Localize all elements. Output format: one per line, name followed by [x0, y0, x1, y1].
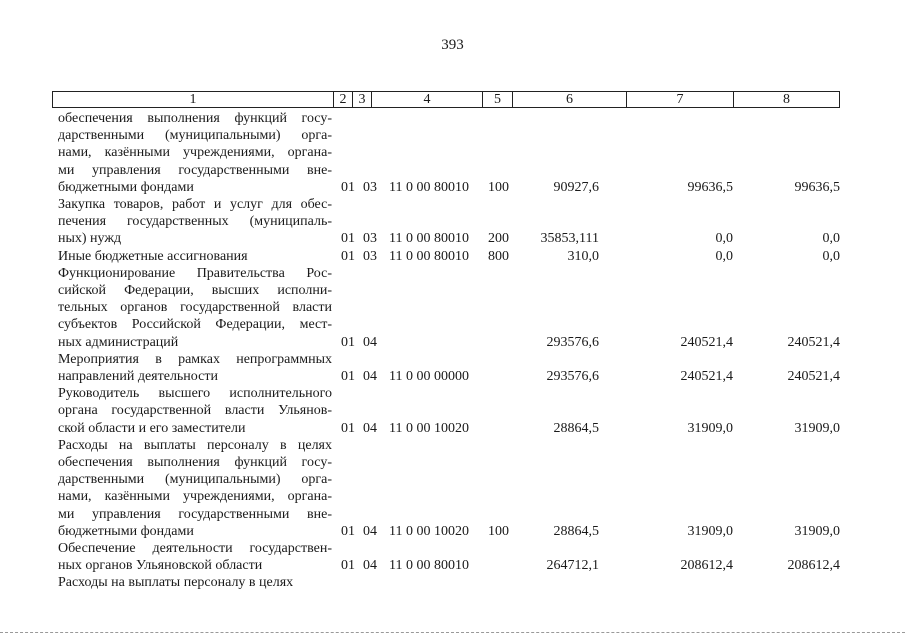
description-line: субъектов Российской Федерации, мест- [58, 317, 332, 333]
cell-col-3: 04 [363, 369, 377, 385]
cell-col-8: 99636,5 [794, 179, 840, 195]
cell-col-7: 31909,0 [687, 523, 733, 539]
cell-col-4: 11 0 00 10020 [389, 523, 469, 539]
description-line: Иные бюджетные ассигнования [58, 248, 248, 264]
cell-col-6: 28864,5 [553, 420, 599, 436]
cell-col-4: 11 0 00 80010 [389, 248, 469, 264]
cell-col-2: 01 [341, 248, 355, 264]
page-bottom-rule [0, 632, 905, 633]
row-description [58, 110, 332, 196]
table-row [0, 265, 905, 351]
cell-col-3: 04 [363, 558, 377, 574]
cell-col-3: 03 [363, 248, 377, 264]
cell-col-3: 03 [363, 231, 377, 247]
description-line: ми управления государственными вне- [58, 162, 332, 178]
row-description [58, 265, 332, 351]
cell-col-7: 99636,5 [687, 179, 733, 195]
cell-col-6: 264712,1 [546, 558, 599, 574]
description-line: Мероприятия в рамках непрограммных [58, 351, 332, 367]
cell-col-2: 01 [341, 231, 355, 247]
description-line: Расходы на выплаты персоналу в целях [58, 575, 294, 591]
description-line: бюджетными фондами [58, 179, 194, 195]
cell-col-5: 200 [488, 231, 509, 247]
header-col-1: 1 [53, 92, 334, 107]
table-row [0, 110, 905, 196]
description-line: ных органов Ульяновской области [58, 558, 263, 574]
description-line: сийской Федерации, высших исполни- [58, 283, 332, 299]
table-row [0, 196, 905, 248]
cell-col-8: 0,0 [822, 248, 840, 264]
description-line: направлений деятельности [58, 369, 218, 385]
cell-col-4: 11 0 00 80010 [389, 179, 469, 195]
row-description [58, 437, 332, 540]
description-line: органа государственной власти Ульянов- [58, 403, 332, 419]
table-row [0, 351, 905, 385]
cell-col-4: 11 0 00 80010 [389, 231, 469, 247]
cell-col-7: 0,0 [715, 248, 733, 264]
row-description [58, 196, 332, 248]
cell-col-6: 35853,111 [540, 231, 599, 247]
row-description [58, 385, 332, 437]
table-header [52, 91, 840, 108]
row-description [58, 574, 332, 591]
cell-col-2: 01 [341, 369, 355, 385]
cell-col-7: 240521,4 [680, 334, 733, 350]
cell-col-2: 01 [341, 334, 355, 350]
header-col-7: 7 [627, 92, 734, 107]
cell-col-5: 800 [488, 248, 509, 264]
description-line: дарственными (муниципальными) орга- [58, 472, 332, 488]
description-line: Руководитель высшего исполнительного [58, 386, 332, 402]
description-line: обеспечения выполнения функций госу- [58, 455, 332, 471]
description-line: нами, казёнными учреждениями, органа- [58, 145, 332, 161]
cell-col-5: 100 [488, 179, 509, 195]
description-line: Обеспечение деятельности государствен- [58, 541, 332, 557]
cell-col-6: 28864,5 [553, 523, 599, 539]
cell-col-8: 240521,4 [787, 369, 840, 385]
table-row [0, 437, 905, 540]
header-col-8: 8 [783, 92, 790, 107]
cell-col-2: 01 [341, 523, 355, 539]
cell-col-8: 208612,4 [787, 558, 840, 574]
table-row [0, 248, 905, 265]
cell-col-4: 11 0 00 10020 [389, 420, 469, 436]
header-col-5: 5 [483, 92, 513, 107]
description-line: обеспечения выполнения функций госу- [58, 111, 332, 126]
cell-col-6: 293576,6 [546, 369, 599, 385]
cell-col-6: 293576,6 [546, 334, 599, 350]
header-col-4: 4 [372, 92, 483, 107]
row-description [58, 351, 332, 385]
cell-col-4: 11 0 00 00000 [389, 369, 469, 385]
header-col-6: 6 [513, 92, 627, 107]
cell-col-6: 310,0 [567, 248, 599, 264]
description-line: Функционирование Правительства Рос- [58, 265, 332, 281]
row-description [58, 540, 332, 574]
cell-col-7: 31909,0 [687, 420, 733, 436]
cell-col-6: 90927,6 [553, 179, 599, 195]
cell-col-3: 04 [363, 420, 377, 436]
description-line: Закупка товаров, работ и услуг для обес- [58, 197, 332, 213]
cell-col-7: 0,0 [715, 231, 733, 247]
cell-col-8: 240521,4 [787, 334, 840, 350]
description-line: ных администраций [58, 334, 179, 350]
description-line: тельных органов государственной власти [58, 300, 332, 316]
description-line: ской области и его заместители [58, 420, 246, 436]
description-line: ных) нужд [58, 231, 122, 247]
cell-col-7: 240521,4 [680, 369, 733, 385]
cell-col-4: 11 0 00 80010 [389, 558, 469, 574]
cell-col-3: 04 [363, 334, 377, 350]
header-col-2: 2 [334, 92, 353, 107]
description-line: бюджетными фондами [58, 523, 194, 539]
description-line: дарственными (муниципальными) орга- [58, 128, 332, 144]
cell-col-8: 0,0 [822, 231, 840, 247]
table-row [0, 574, 905, 591]
description-line: печения государственных (муниципаль- [58, 214, 332, 230]
cell-col-7: 208612,4 [680, 558, 733, 574]
cell-col-8: 31909,0 [794, 420, 840, 436]
table-row [0, 540, 905, 574]
page-number: 393 [441, 37, 464, 53]
description-line: Расходы на выплаты персоналу в целях [58, 437, 332, 453]
header-col-3: 3 [353, 92, 372, 107]
cell-col-2: 01 [341, 420, 355, 436]
cell-col-8: 31909,0 [794, 523, 840, 539]
cell-col-3: 04 [363, 523, 377, 539]
cell-col-3: 03 [363, 179, 377, 195]
cell-col-2: 01 [341, 558, 355, 574]
description-line: нами, казёнными учреждениями, органа- [58, 489, 332, 505]
table-row [0, 385, 905, 437]
row-description [58, 248, 332, 265]
cell-col-2: 01 [341, 179, 355, 195]
table-body [0, 110, 905, 592]
cell-col-5: 100 [488, 523, 509, 539]
description-line: ми управления государственными вне- [58, 506, 332, 522]
